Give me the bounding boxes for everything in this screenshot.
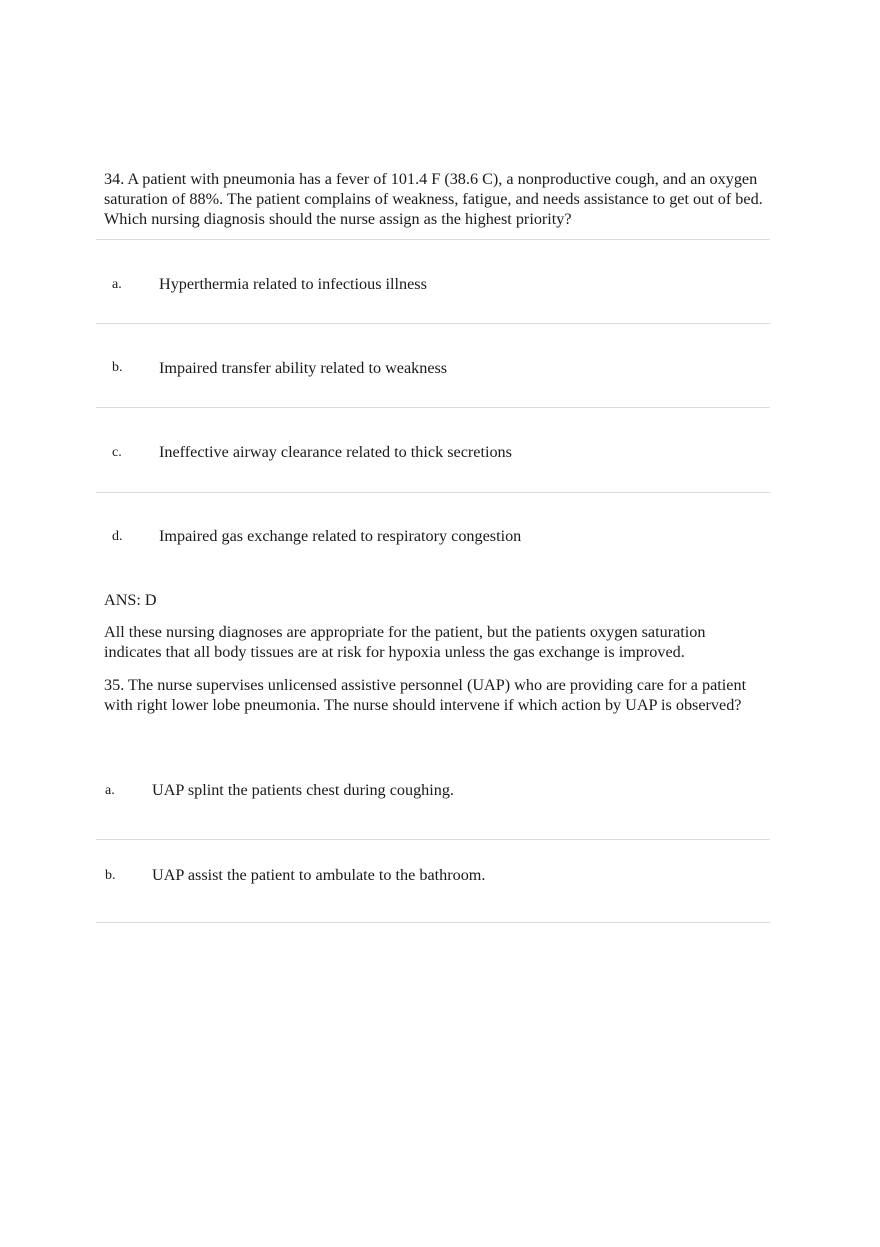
divider bbox=[96, 407, 770, 408]
option-text: UAP splint the patients chest during coughing. bbox=[152, 781, 454, 799]
answer-key: ANS: D bbox=[104, 591, 157, 609]
divider bbox=[96, 323, 770, 324]
option-letter: d. bbox=[112, 529, 123, 544]
option-text: UAP assist the patient to ambulate to the bathroom. bbox=[152, 866, 486, 884]
option-letter: a. bbox=[112, 277, 122, 292]
option-letter: c. bbox=[112, 445, 122, 460]
option-text: Ineffective airway clearance related to thick secretions bbox=[159, 443, 512, 461]
option-letter: b. bbox=[112, 360, 123, 375]
divider bbox=[96, 839, 770, 840]
option-letter: a. bbox=[105, 783, 115, 798]
divider bbox=[96, 239, 770, 240]
rationale-text: All these nursing diagnoses are appropriate for the patient, but the patients oxygen saturation indicates that all body tissues are at risk for hypoxia unless the gas exchange is improved. bbox=[104, 623, 706, 661]
option-text: Hyperthermia related to infectious illness bbox=[159, 275, 427, 293]
option-text: Impaired transfer ability related to weakness bbox=[159, 359, 448, 377]
option-text: Impaired gas exchange related to respiratory congestion bbox=[159, 527, 522, 545]
question-34-stem: 34. A patient with pneumonia has a fever of 101.4 F (38.6 C), a nonproductive cough, and an oxygen saturation of 88%. The patient complains of weakness, fatigue, and needs assistance to get out of bed. Which nursing diagnosis should the nurse assign as the highest priority? bbox=[104, 170, 763, 228]
divider bbox=[96, 922, 770, 923]
option-letter: b. bbox=[105, 868, 116, 883]
question-35-stem: 35. The nurse supervises unlicensed assistive personnel (UAP) who are providing care for a patient with right lower lobe pneumonia. The nurse should intervene if which action by UAP is observed? bbox=[104, 676, 747, 714]
divider bbox=[96, 492, 770, 493]
